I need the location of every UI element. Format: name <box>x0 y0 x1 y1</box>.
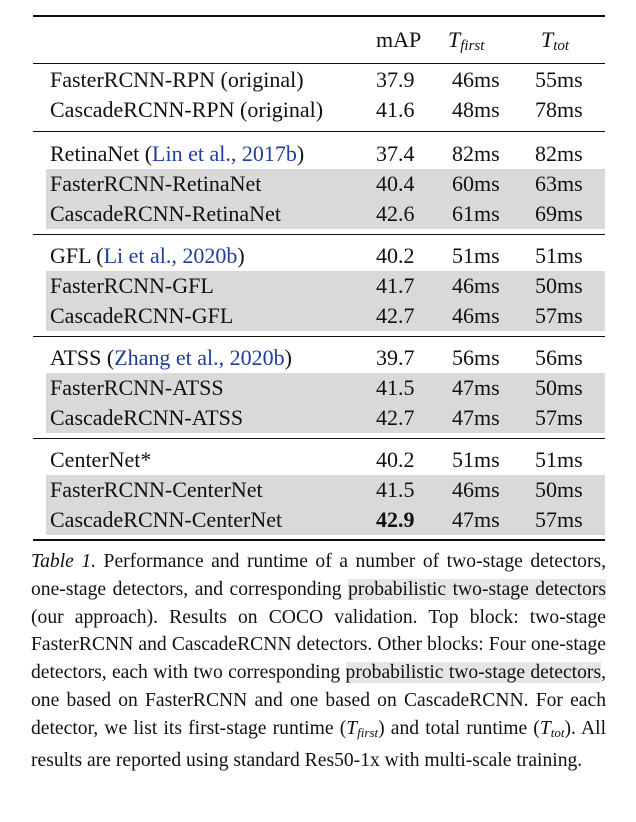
row-ttot: 50ms <box>535 375 583 400</box>
row-map: 41.6 <box>376 97 415 122</box>
row-map: 39.7 <box>376 345 415 370</box>
table-row <box>46 403 605 433</box>
row-ttot: 82ms <box>535 141 583 166</box>
row-tfirst: 60ms <box>452 171 500 196</box>
table-row <box>33 445 605 475</box>
row-name: CascadeRCNN-RetinaNet <box>50 201 281 226</box>
table-row <box>46 169 605 199</box>
citation-link[interactable]: Li et al., 2020b <box>103 243 238 268</box>
block-rule <box>33 234 605 235</box>
row-map: 40.4 <box>376 171 415 196</box>
table-row <box>33 343 605 373</box>
row-tfirst: 51ms <box>452 447 500 472</box>
table-row <box>33 95 605 125</box>
row-ttot: 57ms <box>535 507 583 532</box>
table-row <box>33 139 605 169</box>
block-rule <box>33 131 605 132</box>
row-ttot: 51ms <box>535 243 583 268</box>
row-map: 40.2 <box>376 447 415 472</box>
row-name: FasterRCNN-ATSS <box>50 375 224 400</box>
row-tfirst: 46ms <box>452 273 500 298</box>
row-ttot: 50ms <box>535 477 583 502</box>
row-name: ATSS (Zhang et al., 2020b) <box>50 345 292 370</box>
table-row <box>33 241 605 271</box>
row-ttot: 57ms <box>535 405 583 430</box>
row-name: FasterRCNN-GFL <box>50 273 214 298</box>
row-tfirst: 46ms <box>452 67 500 92</box>
row-ttot: 69ms <box>535 201 583 226</box>
highlighted-phrase: probabilistic two-stage detectors <box>345 662 602 684</box>
row-ttot: 63ms <box>535 171 583 196</box>
table-top-rule <box>33 15 605 17</box>
row-ttot: 51ms <box>535 447 583 472</box>
table-row <box>46 199 605 229</box>
table-caption: Table 1. Performance and runtime of a number of two-stage detectors, one-stage detectors, and corresponding probabilistic two-stage detectors (our approach). Results on COCO validation. Top block: two-stage FasterRCNN and CascadeRCNN detectors. Other blocks: Four one-stage detectors, each with two corresponding probabilistic two-stage detectors, one based on FasterRCNN and one based on CascadeRCNN. For each detector, we list its first-stage runtime $(T_{first})$ and total runtime $(T_{tot})$. All results are reported using standard Res50-1x with multi-scale training. <box>31 551 607 771</box>
row-tfirst: 56ms <box>452 345 500 370</box>
row-name: CascadeRCNN-GFL <box>50 303 234 328</box>
citation-link[interactable]: Lin et al., 2017b <box>152 141 297 166</box>
row-tfirst: 47ms <box>452 375 500 400</box>
row-name: RetinaNet (Lin et al., 2017b) <box>50 141 305 166</box>
row-map: 41.5 <box>376 375 415 400</box>
row-name: FasterRCNN-RetinaNet <box>50 171 262 196</box>
row-tfirst: 47ms <box>452 507 500 532</box>
row-name: GFL (Li et al., 2020b) <box>50 243 245 268</box>
row-ttot: 55ms <box>535 67 583 92</box>
row-tfirst: 47ms <box>452 405 500 430</box>
row-tfirst: 51ms <box>452 243 500 268</box>
header-tfirst: $T_{first}$ <box>448 27 485 54</box>
table-row <box>33 65 605 95</box>
table-row <box>46 373 605 403</box>
table-row <box>46 475 605 505</box>
highlighted-phrase: probabilistic two-stage detectors <box>348 578 606 600</box>
row-name: CascadeRCNN-RPN (original) <box>50 97 324 122</box>
row-map: 41.7 <box>376 273 415 298</box>
row-name: CascadeRCNN-CenterNet <box>50 507 283 532</box>
row-ttot: 50ms <box>535 273 583 298</box>
citation-link[interactable]: Zhang et al., 2020b <box>114 345 285 370</box>
row-ttot: 57ms <box>535 303 583 328</box>
header-map: mAP <box>376 27 422 52</box>
row-name: CascadeRCNN-ATSS <box>50 405 244 430</box>
row-map: 40.2 <box>376 243 415 268</box>
row-map: 37.4 <box>376 141 415 166</box>
row-tfirst: 46ms <box>452 303 500 328</box>
block-rule <box>33 438 605 439</box>
row-tfirst: 82ms <box>452 141 500 166</box>
table-row <box>46 505 605 535</box>
row-name: CenterNet* <box>50 447 152 472</box>
row-map: 41.5 <box>376 477 415 502</box>
row-map: 42.7 <box>376 405 415 430</box>
caption-label: Table 1. <box>31 551 97 572</box>
row-map-best: 42.9 <box>376 507 415 532</box>
row-map: 37.9 <box>376 67 415 92</box>
row-tfirst: 48ms <box>452 97 500 122</box>
table-row <box>46 301 605 331</box>
block-rule <box>33 336 605 337</box>
row-tfirst: 46ms <box>452 477 500 502</box>
row-name: FasterRCNN-CenterNet <box>50 477 263 502</box>
row-name: FasterRCNN-RPN (original) <box>50 67 304 92</box>
row-map: 42.7 <box>376 303 415 328</box>
header-ttot: $T_{tot}$ <box>541 27 570 54</box>
table-bottom-rule <box>33 539 605 541</box>
row-map: 42.6 <box>376 201 415 226</box>
row-ttot: 56ms <box>535 345 583 370</box>
table-row <box>46 271 605 301</box>
row-ttot: 78ms <box>535 97 583 122</box>
row-tfirst: 61ms <box>452 201 500 226</box>
